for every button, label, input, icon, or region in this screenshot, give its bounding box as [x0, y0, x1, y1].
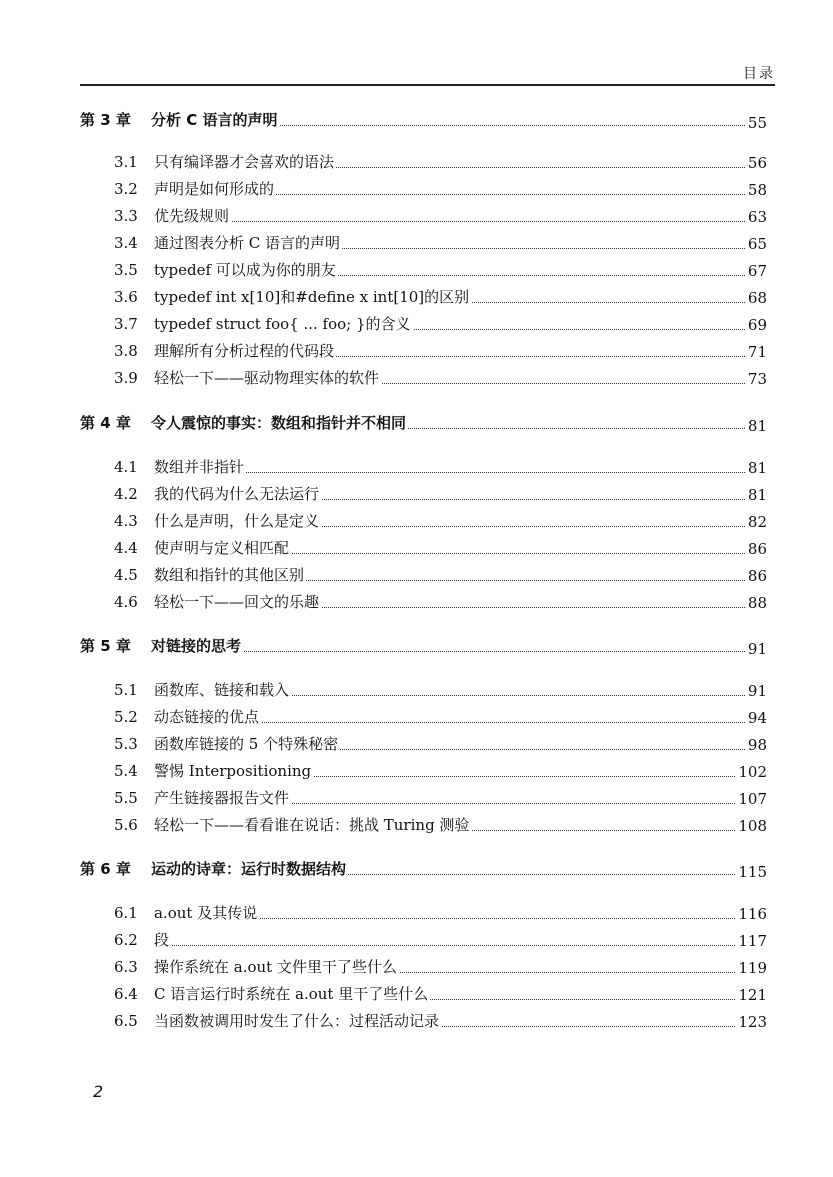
- toc-section-entry: [0, 955, 833, 979]
- toc-entry-title: 分析 C 语言的声明: [151, 111, 278, 129]
- toc-section-entry: [0, 536, 833, 560]
- toc-entry-page: 81: [745, 485, 767, 505]
- toc-entry-page: 86: [745, 539, 767, 559]
- toc-entry-title: 当函数被调用时发生了什么：过程活动记录: [154, 1012, 440, 1030]
- toc-section-entry: [0, 258, 833, 282]
- toc-entry-title: 轻松一下——回文的乐趣: [154, 593, 320, 611]
- toc-entry-number: 5.6: [114, 816, 138, 834]
- toc-chapter-entry: [0, 411, 833, 435]
- toc-entry-title: 数组并非指针: [154, 458, 245, 476]
- toc-entry-page: 107: [735, 789, 767, 809]
- toc-entry-number: 4.5: [114, 566, 138, 584]
- toc-section-entry: [0, 150, 833, 174]
- toc-section-entry: [0, 285, 833, 309]
- toc-entry-title: 声明是如何形成的: [154, 180, 275, 198]
- toc-entry-title: 理解所有分析过程的代码段: [154, 342, 335, 360]
- toc-entry-page: 63: [745, 207, 767, 227]
- toc-chapter-entry: [0, 634, 833, 658]
- toc-entry-title: 使声明与定义相匹配: [154, 539, 290, 557]
- toc-entry-number: 6.2: [114, 931, 138, 949]
- toc-section-entry: [0, 1009, 833, 1033]
- toc-entry-title: 操作系统在 a.out 文件里干了些什么: [154, 958, 397, 976]
- toc-section-entry: [0, 455, 833, 479]
- toc-entry-page: 119: [735, 958, 767, 978]
- toc-entry-number: 5.2: [114, 708, 138, 726]
- toc-entry-page: 91: [745, 681, 767, 701]
- toc-entry-title: 函数库链接的 5 个特殊秘密: [154, 735, 339, 753]
- toc-entry-page: 69: [745, 315, 767, 335]
- toc-entry-number: 4.4: [114, 539, 138, 557]
- toc-entry-page: 86: [745, 566, 767, 586]
- toc-entry-number: 3.4: [114, 234, 138, 252]
- toc-section-entry: [0, 312, 833, 336]
- toc-section-entry: [0, 231, 833, 255]
- toc-entry-title: 我的代码为什么无法运行: [154, 485, 320, 503]
- toc-entry-page: 58: [745, 180, 767, 200]
- toc-section-entry: [0, 678, 833, 702]
- toc-entry-title: 运动的诗章：运行时数据结构: [151, 860, 347, 878]
- toc-entry-number: 第 5 章: [80, 637, 131, 655]
- toc-entry-number: 5.4: [114, 762, 138, 780]
- toc-entry-title: 数组和指针的其他区别: [154, 566, 305, 584]
- toc-entry-number: 3.6: [114, 288, 138, 306]
- page-number: 2: [93, 1082, 104, 1101]
- toc-entry-page: 73: [745, 369, 767, 389]
- toc-entry-number: 5.1: [114, 681, 138, 699]
- dot-leader: [154, 221, 763, 222]
- toc-entry-page: 94: [745, 708, 767, 728]
- toc-entry-page: 68: [745, 288, 767, 308]
- toc-section-entry: [0, 813, 833, 837]
- toc-entry-page: 65: [745, 234, 767, 254]
- toc-entry-title: 对链接的思考: [151, 637, 242, 655]
- toc-entry-number: 第 3 章: [80, 111, 131, 129]
- toc-section-entry: [0, 982, 833, 1006]
- toc-entry-number: 3.3: [114, 207, 138, 225]
- toc-entry-page: 98: [745, 735, 767, 755]
- toc-entry-number: 3.9: [114, 369, 138, 387]
- toc-section-entry: [0, 366, 833, 390]
- toc-entry-number: 3.1: [114, 153, 138, 171]
- toc-section-entry: [0, 705, 833, 729]
- toc-entry-number: 3.2: [114, 180, 138, 198]
- toc-entry-page: 56: [745, 153, 767, 173]
- toc-entry-title: 只有编译器才会喜欢的语法: [154, 153, 335, 171]
- toc-entry-title: 函数库、链接和载入: [154, 681, 290, 699]
- toc-entry-number: 6.4: [114, 985, 138, 1003]
- toc-section-entry: [0, 786, 833, 810]
- toc-entry-number: 6.5: [114, 1012, 138, 1030]
- toc-entry-page: 81: [745, 416, 767, 436]
- toc-entry-title: 令人震惊的事实：数组和指针并不相同: [151, 414, 407, 432]
- toc-section-entry: [0, 339, 833, 363]
- toc-entry-number: 5.5: [114, 789, 138, 807]
- toc-section-entry: [0, 563, 833, 587]
- toc-entry-title: a.out 及其传说: [154, 904, 258, 922]
- toc-entry-page: 71: [745, 342, 767, 362]
- toc-entry-number: 3.7: [114, 315, 138, 333]
- toc-entry-page: 67: [745, 261, 767, 281]
- toc-section-entry: [0, 732, 833, 756]
- toc-entry-page: 116: [735, 904, 767, 924]
- dot-leader: [154, 945, 763, 946]
- toc-entry-title: 警惕 Interpositioning: [154, 762, 312, 780]
- toc-entry-title: C 语言运行时系统在 a.out 里干了些什么: [154, 985, 429, 1003]
- toc-entry-number: 4.6: [114, 593, 138, 611]
- toc-section-entry: [0, 204, 833, 228]
- toc-section-entry: [0, 482, 833, 506]
- running-header: 目录: [743, 66, 775, 82]
- toc-section-entry: [0, 509, 833, 533]
- toc-entry-number: 第 4 章: [80, 414, 131, 432]
- toc-entry-title: 轻松一下——看看谁在说话：挑战 Turing 测验: [154, 816, 470, 834]
- toc-entry-number: 4.3: [114, 512, 138, 530]
- toc-entry-number: 4.1: [114, 458, 138, 476]
- toc-chapter-entry: [0, 108, 833, 132]
- toc-entry-page: 55: [745, 113, 767, 133]
- toc-section-entry: [0, 928, 833, 952]
- toc-chapter-entry: [0, 857, 833, 881]
- toc-entry-number: 5.3: [114, 735, 138, 753]
- toc-entry-title: typedef int x[10]和#define x int[10]的区别: [154, 288, 470, 306]
- toc-section-entry: [0, 177, 833, 201]
- toc-entry-page: 123: [735, 1012, 767, 1032]
- toc-entry-page: 82: [745, 512, 767, 532]
- toc-entry-number: 3.5: [114, 261, 138, 279]
- toc-section-entry: [0, 590, 833, 614]
- toc-entry-number: 3.8: [114, 342, 138, 360]
- toc-entry-number: 6.1: [114, 904, 138, 922]
- toc-entry-page: 81: [745, 458, 767, 478]
- toc-section-entry: [0, 901, 833, 925]
- toc-entry-title: 段: [154, 931, 170, 949]
- toc-entry-title: 通过图表分析 C 语言的声明: [154, 234, 341, 252]
- toc-entry-number: 第 6 章: [80, 860, 131, 878]
- toc-entry-page: 108: [735, 816, 767, 836]
- toc-entry-page: 121: [735, 985, 767, 1005]
- toc-entry-page: 88: [745, 593, 767, 613]
- toc-entry-title: 优先级规则: [154, 207, 230, 225]
- toc-entry-page: 91: [745, 639, 767, 659]
- toc-entry-title: typedef struct foo{ ... foo; }的含义: [154, 315, 411, 333]
- header-rule: [80, 84, 775, 86]
- toc-entry-title: typedef 可以成为你的朋友: [154, 261, 336, 279]
- toc-entry-page: 115: [735, 862, 767, 882]
- toc-section-entry: [0, 759, 833, 783]
- toc-entry-page: 117: [735, 931, 767, 951]
- toc-entry-title: 轻松一下——驱动物理实体的软件: [154, 369, 380, 387]
- toc-entry-number: 4.2: [114, 485, 138, 503]
- toc-entry-title: 什么是声明，什么是定义: [154, 512, 320, 530]
- toc-entry-page: 102: [735, 762, 767, 782]
- toc-entry-title: 动态链接的优点: [154, 708, 260, 726]
- toc-entry-number: 6.3: [114, 958, 138, 976]
- toc-entry-title: 产生链接器报告文件: [154, 789, 290, 807]
